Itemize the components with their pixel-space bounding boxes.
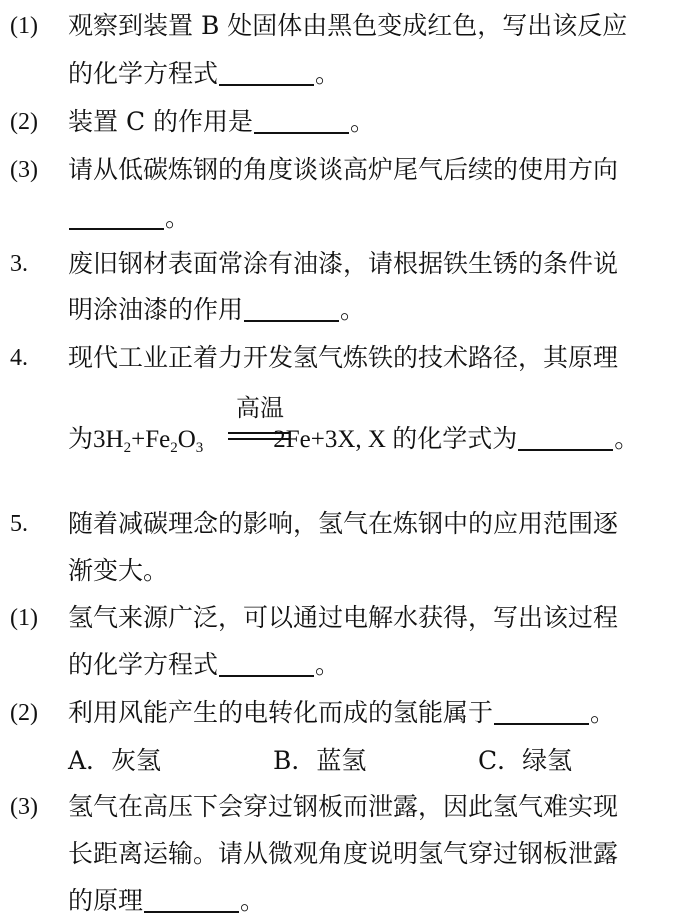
item-number: 3. (10, 251, 28, 277)
item-number: (2) (10, 109, 38, 135)
item-number: (1) (10, 13, 38, 39)
item-q4-line-1 (0, 338, 673, 378)
item-number: (3) (10, 794, 38, 820)
condition-label: 高温 (236, 394, 284, 422)
item-5-1-line-2 (0, 645, 673, 685)
answer-blank[interactable] (254, 106, 349, 134)
question-text: 氢气在高压下会穿过钢板而泄露，因此氢气难实现 (68, 792, 619, 821)
chemical-equation: 为$3H_2+Fe_2O_3$ 2Fe+3X, X 的化学式为 。 (68, 420, 639, 460)
equation-line (0, 420, 673, 460)
question-text: 观察到装置 B 处固体由黑色变成红色，写出该反应 (68, 11, 628, 40)
question-text: 请从低碳炼钢的角度谈谈高炉尾气后续的使用方向 (68, 155, 619, 184)
item-q5-line-2 (0, 551, 673, 591)
question-text: 利用风能产生的电转化而成的氢能属于 。 (68, 698, 616, 727)
item-q5-line-1 (0, 504, 673, 544)
item-number: 4. (10, 345, 28, 371)
question-text: 氢气来源广泛，可以通过电解水获得，写出该过程 (68, 603, 619, 632)
item-1-line-2 (0, 54, 673, 94)
item-3-line-1 (0, 150, 673, 190)
option-c[interactable]: C．绿氢 (478, 746, 573, 775)
answer-blank[interactable] (219, 58, 314, 86)
question-text: 。 (68, 198, 190, 238)
answer-blank[interactable] (219, 649, 314, 677)
item-number: (3) (10, 157, 38, 183)
item-3-line-2 (0, 198, 673, 238)
question-text: 的原理 。 (68, 886, 266, 915)
answer-blank[interactable] (518, 423, 613, 451)
question-text: 的化学方程式 。 (68, 650, 341, 679)
question-text: 装置 C 的作用是 。 (68, 107, 376, 136)
answer-blank[interactable] (494, 697, 589, 725)
item-number: 5. (10, 511, 28, 537)
answer-blank[interactable] (244, 294, 339, 322)
item-5-3-line-1 (0, 787, 673, 827)
question-text: 渐变大。 (68, 556, 169, 585)
item-5-3-line-3 (0, 881, 673, 921)
option-a[interactable]: A．灰氢 (68, 746, 162, 775)
question-text: 随着减碳理念的影响，氢气在炼钢中的应用范围逐 (68, 509, 619, 538)
choice-options (68, 741, 628, 781)
options-row (0, 741, 673, 781)
question-text: 长距离运输。请从微观角度说明氢气穿过钢板泄露 (68, 839, 619, 868)
item-q3-line-1 (0, 244, 673, 284)
item-q3-line-2 (0, 290, 673, 330)
item-2-line-1 (0, 102, 673, 142)
answer-blank[interactable] (69, 202, 164, 230)
item-5-1-line-1 (0, 598, 673, 638)
item-1-line-1 (0, 6, 673, 46)
item-number: (1) (10, 605, 38, 631)
question-text: 明涂油漆的作用 。 (68, 295, 366, 324)
question-text: 废旧钢材表面常涂有油漆，请根据铁生锈的条件说 (68, 249, 619, 278)
item-number: (2) (10, 700, 38, 726)
item-5-3-line-2 (0, 834, 673, 874)
question-text: 现代工业正着力开发氢气炼铁的技术路径，其原理 (68, 343, 619, 372)
question-text: 的化学方程式 。 (68, 59, 341, 88)
option-b[interactable]: B．蓝氢 (273, 746, 367, 775)
item-5-2-line-1 (0, 693, 673, 733)
answer-blank[interactable] (144, 885, 239, 913)
